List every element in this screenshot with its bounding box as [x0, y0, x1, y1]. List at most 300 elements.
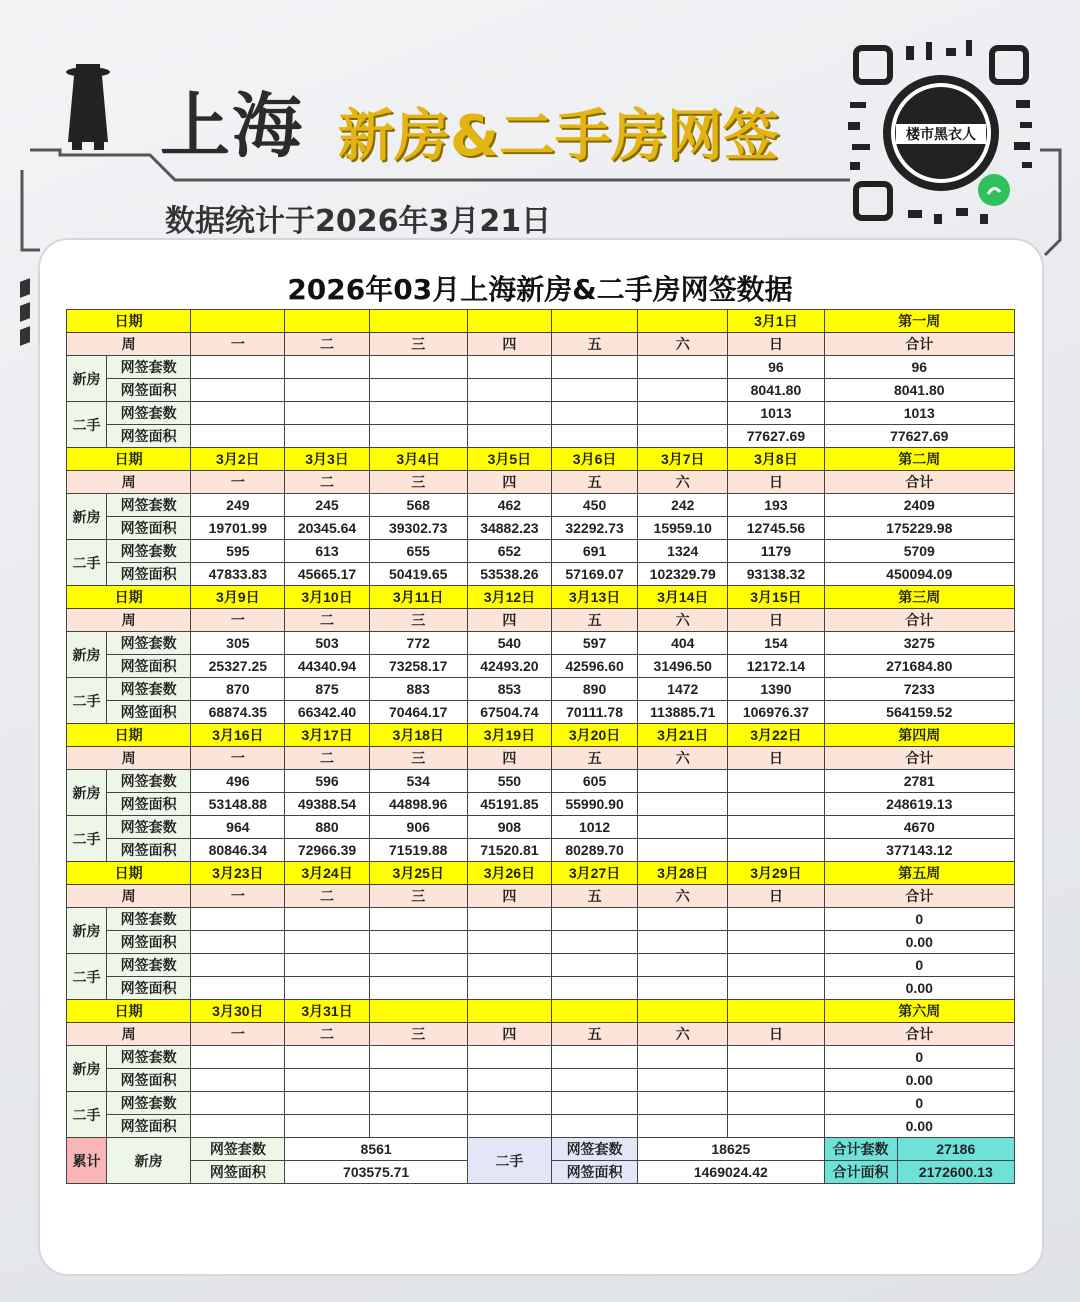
value-cell: 93138.32 [728, 563, 824, 586]
value-cell [467, 402, 551, 425]
qr-label: 楼市黑衣人 [906, 127, 976, 143]
value-cell [369, 1069, 467, 1092]
value-cell: 32292.73 [551, 517, 637, 540]
value-cell: 870 [191, 678, 285, 701]
date-cell: 3月20日 [551, 724, 637, 747]
date-cell: 3月17日 [285, 724, 369, 747]
value-cell: 73258.17 [369, 655, 467, 678]
weekday-cell: 四 [467, 885, 551, 908]
weekday-row [67, 609, 1015, 632]
summary-total-area-label [824, 1161, 1014, 1184]
value-cell [638, 356, 728, 379]
week-name: 第三周 [824, 586, 1014, 609]
second-hand-group: 二手 [67, 540, 107, 586]
date-cell: 3月31日 [285, 1000, 369, 1023]
date-label: 日期 [67, 448, 191, 471]
value-cell: 906 [369, 816, 467, 839]
data-row [67, 816, 1015, 839]
data-row [67, 793, 1015, 816]
value-cell: 595 [191, 540, 285, 563]
value-cell [467, 1046, 551, 1069]
week-name: 第二周 [824, 448, 1014, 471]
new-house-group: 新房 [67, 632, 107, 678]
date-cell: 3月22日 [728, 724, 824, 747]
new-house-group: 新房 [67, 770, 107, 816]
metric-label: 网签套数 [107, 908, 191, 931]
weekday-cell: 日 [728, 609, 824, 632]
date-cell [369, 1000, 467, 1023]
data-row [67, 356, 1015, 379]
weekday-row [67, 471, 1015, 494]
week-total: 0.00 [824, 1069, 1014, 1092]
value-cell: 77627.69 [728, 425, 824, 448]
value-cell [551, 1092, 637, 1115]
weekday-cell: 五 [551, 333, 637, 356]
date-cell: 3月4日 [369, 448, 467, 471]
metric-label: 网签面积 [107, 655, 191, 678]
value-cell [191, 908, 285, 931]
value-cell [728, 770, 824, 793]
week-total: 271684.80 [824, 655, 1014, 678]
title-city: 上海 [160, 85, 304, 167]
date-cell: 3月9日 [191, 586, 285, 609]
value-cell: 71520.81 [467, 839, 551, 862]
data-row [67, 494, 1015, 517]
value-cell [467, 1069, 551, 1092]
value-cell [551, 1115, 637, 1138]
value-cell: 80289.70 [551, 839, 637, 862]
value-cell [191, 379, 285, 402]
week-total: 0 [824, 908, 1014, 931]
value-cell: 70464.17 [369, 701, 467, 724]
data-row [67, 770, 1015, 793]
value-cell [638, 908, 728, 931]
metric-label: 网签面积 [107, 931, 191, 954]
week-total: 2781 [824, 770, 1014, 793]
weekday-cell: 二 [285, 885, 369, 908]
second-hand-group: 二手 [67, 402, 107, 448]
week-total: 564159.52 [824, 701, 1014, 724]
value-cell: 1179 [728, 540, 824, 563]
weekday-cell: 六 [638, 333, 728, 356]
weekday-cell: 四 [467, 747, 551, 770]
value-cell: 596 [285, 770, 369, 793]
value-cell [285, 425, 369, 448]
value-cell [551, 1046, 637, 1069]
value-cell: 66342.40 [285, 701, 369, 724]
data-row [67, 701, 1015, 724]
value-cell: 853 [467, 678, 551, 701]
new-house-group: 新房 [67, 494, 107, 540]
metric-label: 网签面积 [107, 563, 191, 586]
value-cell: 12745.56 [728, 517, 824, 540]
value-cell: 44898.96 [369, 793, 467, 816]
week-total: 0 [824, 1046, 1014, 1069]
value-cell: 20345.64 [285, 517, 369, 540]
value-cell [285, 977, 369, 1000]
value-cell [369, 1046, 467, 1069]
metric-label: 网签套数 [107, 954, 191, 977]
value-cell [638, 1115, 728, 1138]
date-cell: 3月26日 [467, 862, 551, 885]
value-cell [369, 954, 467, 977]
total-label: 合计 [824, 885, 1014, 908]
summary-metric: 网签面积 [191, 1161, 285, 1184]
date-cell: 3月28日 [638, 862, 728, 885]
data-row [67, 655, 1015, 678]
date-row [67, 1000, 1015, 1023]
weekday-cell: 六 [638, 747, 728, 770]
weekday-cell: 三 [369, 747, 467, 770]
value-cell: 67504.74 [467, 701, 551, 724]
metric-label: 网签套数 [107, 770, 191, 793]
date-cell [638, 310, 728, 333]
summary-label: 累计 [67, 1138, 107, 1184]
value-cell [638, 977, 728, 1000]
week-total: 4670 [824, 816, 1014, 839]
value-cell: 53148.88 [191, 793, 285, 816]
weekday-cell: 五 [551, 885, 637, 908]
weekday-row [67, 885, 1015, 908]
date-cell: 3月5日 [467, 448, 551, 471]
summary-metric: 网签套数 [191, 1138, 285, 1161]
summary-total-count-value: 27186 [936, 1141, 976, 1157]
weekday-label: 周 [67, 1023, 191, 1046]
summary-total-count-label: 合计套数 [825, 1138, 898, 1160]
date-cell: 3月3日 [285, 448, 369, 471]
value-cell [467, 425, 551, 448]
date-cell: 3月27日 [551, 862, 637, 885]
value-cell [728, 839, 824, 862]
value-cell: 193 [728, 494, 824, 517]
total-label: 合计 [824, 609, 1014, 632]
value-cell [191, 931, 285, 954]
week-total: 175229.98 [824, 517, 1014, 540]
metric-label: 网签面积 [107, 1069, 191, 1092]
date-cell [728, 1000, 824, 1023]
date-label: 日期 [67, 310, 191, 333]
value-cell: 15959.10 [638, 517, 728, 540]
value-cell: 890 [551, 678, 637, 701]
value-cell [551, 954, 637, 977]
value-cell [728, 931, 824, 954]
weekday-cell: 日 [728, 747, 824, 770]
value-cell: 496 [191, 770, 285, 793]
value-cell [467, 379, 551, 402]
weekday-label: 周 [67, 471, 191, 494]
value-cell [728, 954, 824, 977]
value-cell [638, 402, 728, 425]
week-total: 0.00 [824, 1115, 1014, 1138]
value-cell: 50419.65 [369, 563, 467, 586]
title-rest: 新房&二手房网签 [338, 104, 779, 169]
value-cell [285, 931, 369, 954]
value-cell [467, 977, 551, 1000]
value-cell: 568 [369, 494, 467, 517]
value-cell: 68874.35 [191, 701, 285, 724]
value-cell [369, 977, 467, 1000]
weekday-label: 周 [67, 885, 191, 908]
date-cell: 3月24日 [285, 862, 369, 885]
total-label: 合计 [824, 471, 1014, 494]
weekday-label: 周 [67, 747, 191, 770]
value-cell: 540 [467, 632, 551, 655]
value-cell [191, 425, 285, 448]
metric-label: 网签套数 [107, 402, 191, 425]
value-cell: 550 [467, 770, 551, 793]
date-cell [551, 1000, 637, 1023]
value-cell: 71519.88 [369, 839, 467, 862]
stats-date: 数据统计于2026年3月21日 [165, 204, 552, 239]
value-cell: 655 [369, 540, 467, 563]
week-name: 第六周 [824, 1000, 1014, 1023]
weekday-cell: 五 [551, 471, 637, 494]
value-cell: 72966.39 [285, 839, 369, 862]
data-row [67, 425, 1015, 448]
value-cell [638, 379, 728, 402]
value-cell [638, 931, 728, 954]
summary-total-area-label: 合计面积 [825, 1161, 898, 1183]
date-cell: 3月2日 [191, 448, 285, 471]
date-cell: 3月23日 [191, 862, 285, 885]
value-cell [285, 356, 369, 379]
value-cell: 613 [285, 540, 369, 563]
data-row [67, 977, 1015, 1000]
value-cell [285, 954, 369, 977]
value-cell: 102329.79 [638, 563, 728, 586]
total-label: 合计 [824, 1023, 1014, 1046]
value-cell [285, 402, 369, 425]
value-cell: 404 [638, 632, 728, 655]
summary-metric: 网签套数 [551, 1138, 637, 1161]
weekday-cell: 一 [191, 1023, 285, 1046]
value-cell: 55990.90 [551, 793, 637, 816]
value-cell [728, 908, 824, 931]
date-cell: 3月15日 [728, 586, 824, 609]
value-cell: 597 [551, 632, 637, 655]
value-cell [638, 1046, 728, 1069]
weekday-cell: 二 [285, 609, 369, 632]
spy-icon [58, 62, 118, 152]
weekday-cell: 六 [638, 471, 728, 494]
weekday-cell: 六 [638, 885, 728, 908]
value-cell: 113885.71 [638, 701, 728, 724]
value-cell [638, 954, 728, 977]
data-row [67, 632, 1015, 655]
value-cell [285, 1092, 369, 1115]
week-total: 450094.09 [824, 563, 1014, 586]
second-hand-group: 二手 [67, 954, 107, 1000]
weekday-cell: 四 [467, 1023, 551, 1046]
value-cell [638, 839, 728, 862]
value-cell: 880 [285, 816, 369, 839]
data-row [67, 931, 1015, 954]
value-cell: 80846.34 [191, 839, 285, 862]
data-row [67, 908, 1015, 931]
weekday-cell: 六 [638, 609, 728, 632]
week-total: 1013 [824, 402, 1014, 425]
date-cell [191, 310, 285, 333]
weekday-cell: 日 [728, 885, 824, 908]
metric-label: 网签面积 [107, 839, 191, 862]
value-cell [467, 908, 551, 931]
weekday-cell: 六 [638, 1023, 728, 1046]
value-cell [551, 908, 637, 931]
value-cell: 652 [467, 540, 551, 563]
metric-label: 网签面积 [107, 1115, 191, 1138]
summary-new-area: 703575.71 [285, 1161, 467, 1184]
weekday-cell: 二 [285, 471, 369, 494]
value-cell [467, 1092, 551, 1115]
value-cell [369, 402, 467, 425]
value-cell [191, 402, 285, 425]
second-hand-group: 二手 [67, 816, 107, 862]
date-cell [467, 1000, 551, 1023]
weekday-cell: 四 [467, 471, 551, 494]
weekday-cell: 四 [467, 333, 551, 356]
qr-code-icon [846, 38, 1036, 228]
value-cell: 49388.54 [285, 793, 369, 816]
week-total: 3275 [824, 632, 1014, 655]
value-cell: 1012 [551, 816, 637, 839]
metric-label: 网签套数 [107, 494, 191, 517]
weekday-cell: 日 [728, 471, 824, 494]
date-cell: 3月14日 [638, 586, 728, 609]
summary-total-area-value: 2172600.13 [918, 1164, 993, 1180]
metric-label: 网签面积 [107, 793, 191, 816]
date-cell: 3月7日 [638, 448, 728, 471]
sales-table [66, 309, 1015, 1184]
value-cell: 34882.23 [467, 517, 551, 540]
value-cell: 39302.73 [369, 517, 467, 540]
second-hand-group: 二手 [67, 1092, 107, 1138]
value-cell [191, 1092, 285, 1115]
value-cell: 605 [551, 770, 637, 793]
value-cell: 154 [728, 632, 824, 655]
week-total: 8041.80 [824, 379, 1014, 402]
value-cell [285, 1069, 369, 1092]
weekday-cell: 三 [369, 609, 467, 632]
summary-row [67, 1138, 1015, 1161]
value-cell: 242 [638, 494, 728, 517]
date-cell: 3月18日 [369, 724, 467, 747]
weekday-cell: 三 [369, 471, 467, 494]
value-cell [467, 356, 551, 379]
weekday-cell: 二 [285, 333, 369, 356]
date-cell: 3月13日 [551, 586, 637, 609]
value-cell [728, 793, 824, 816]
metric-label: 网签套数 [107, 632, 191, 655]
weekday-cell: 四 [467, 609, 551, 632]
total-label: 合计 [824, 333, 1014, 356]
value-cell [467, 931, 551, 954]
date-label: 日期 [67, 586, 191, 609]
weekday-cell: 日 [728, 1023, 824, 1046]
value-cell: 1324 [638, 540, 728, 563]
value-cell [551, 402, 637, 425]
value-cell [369, 931, 467, 954]
value-cell: 883 [369, 678, 467, 701]
metric-label: 网签面积 [107, 977, 191, 1000]
value-cell: 19701.99 [191, 517, 285, 540]
value-cell [285, 908, 369, 931]
value-cell [369, 425, 467, 448]
weekday-row [67, 1023, 1015, 1046]
value-cell: 47833.83 [191, 563, 285, 586]
date-cell: 3月8日 [728, 448, 824, 471]
value-cell: 8041.80 [728, 379, 824, 402]
summary-sec-label: 二手 [467, 1138, 551, 1184]
weekday-cell: 五 [551, 747, 637, 770]
week-total: 0.00 [824, 931, 1014, 954]
value-cell [191, 1046, 285, 1069]
weekday-cell: 三 [369, 333, 467, 356]
data-row [67, 839, 1015, 862]
value-cell: 106976.37 [728, 701, 824, 724]
new-house-group: 新房 [67, 908, 107, 954]
value-cell [638, 793, 728, 816]
weekday-row [67, 333, 1015, 356]
value-cell [191, 1115, 285, 1138]
value-cell [551, 977, 637, 1000]
data-row [67, 402, 1015, 425]
value-cell [728, 977, 824, 1000]
date-cell: 3月11日 [369, 586, 467, 609]
value-cell [551, 356, 637, 379]
value-cell: 31496.50 [638, 655, 728, 678]
summary-sec-area: 1469024.42 [638, 1161, 824, 1184]
value-cell: 44340.94 [285, 655, 369, 678]
week-total: 2409 [824, 494, 1014, 517]
metric-label: 网签套数 [107, 540, 191, 563]
value-cell: 1390 [728, 678, 824, 701]
value-cell [728, 816, 824, 839]
summary-sec-count: 18625 [638, 1138, 824, 1161]
value-cell [551, 379, 637, 402]
date-label: 日期 [67, 1000, 191, 1023]
value-cell: 875 [285, 678, 369, 701]
date-label: 日期 [67, 724, 191, 747]
week-name: 第五周 [824, 862, 1014, 885]
metric-label: 网签套数 [107, 1092, 191, 1115]
date-cell [467, 310, 551, 333]
value-cell [467, 954, 551, 977]
week-total: 7233 [824, 678, 1014, 701]
value-cell [638, 1069, 728, 1092]
value-cell: 964 [191, 816, 285, 839]
metric-label: 网签面积 [107, 517, 191, 540]
data-row [67, 1046, 1015, 1069]
weekday-cell: 五 [551, 1023, 637, 1046]
value-cell [728, 1069, 824, 1092]
value-cell: 1013 [728, 402, 824, 425]
value-cell [638, 816, 728, 839]
week-total: 0.00 [824, 977, 1014, 1000]
value-cell [369, 356, 467, 379]
table-title: 2026年03月上海新房&二手房网签数据 [287, 273, 793, 306]
week-name: 第四周 [824, 724, 1014, 747]
weekday-label: 周 [67, 333, 191, 356]
metric-label: 网签套数 [107, 356, 191, 379]
value-cell [191, 356, 285, 379]
value-cell [369, 1115, 467, 1138]
value-cell [285, 1046, 369, 1069]
week-total: 0 [824, 954, 1014, 977]
date-cell [551, 310, 637, 333]
data-row [67, 678, 1015, 701]
date-cell: 3月1日 [728, 310, 824, 333]
week-total: 248619.13 [824, 793, 1014, 816]
